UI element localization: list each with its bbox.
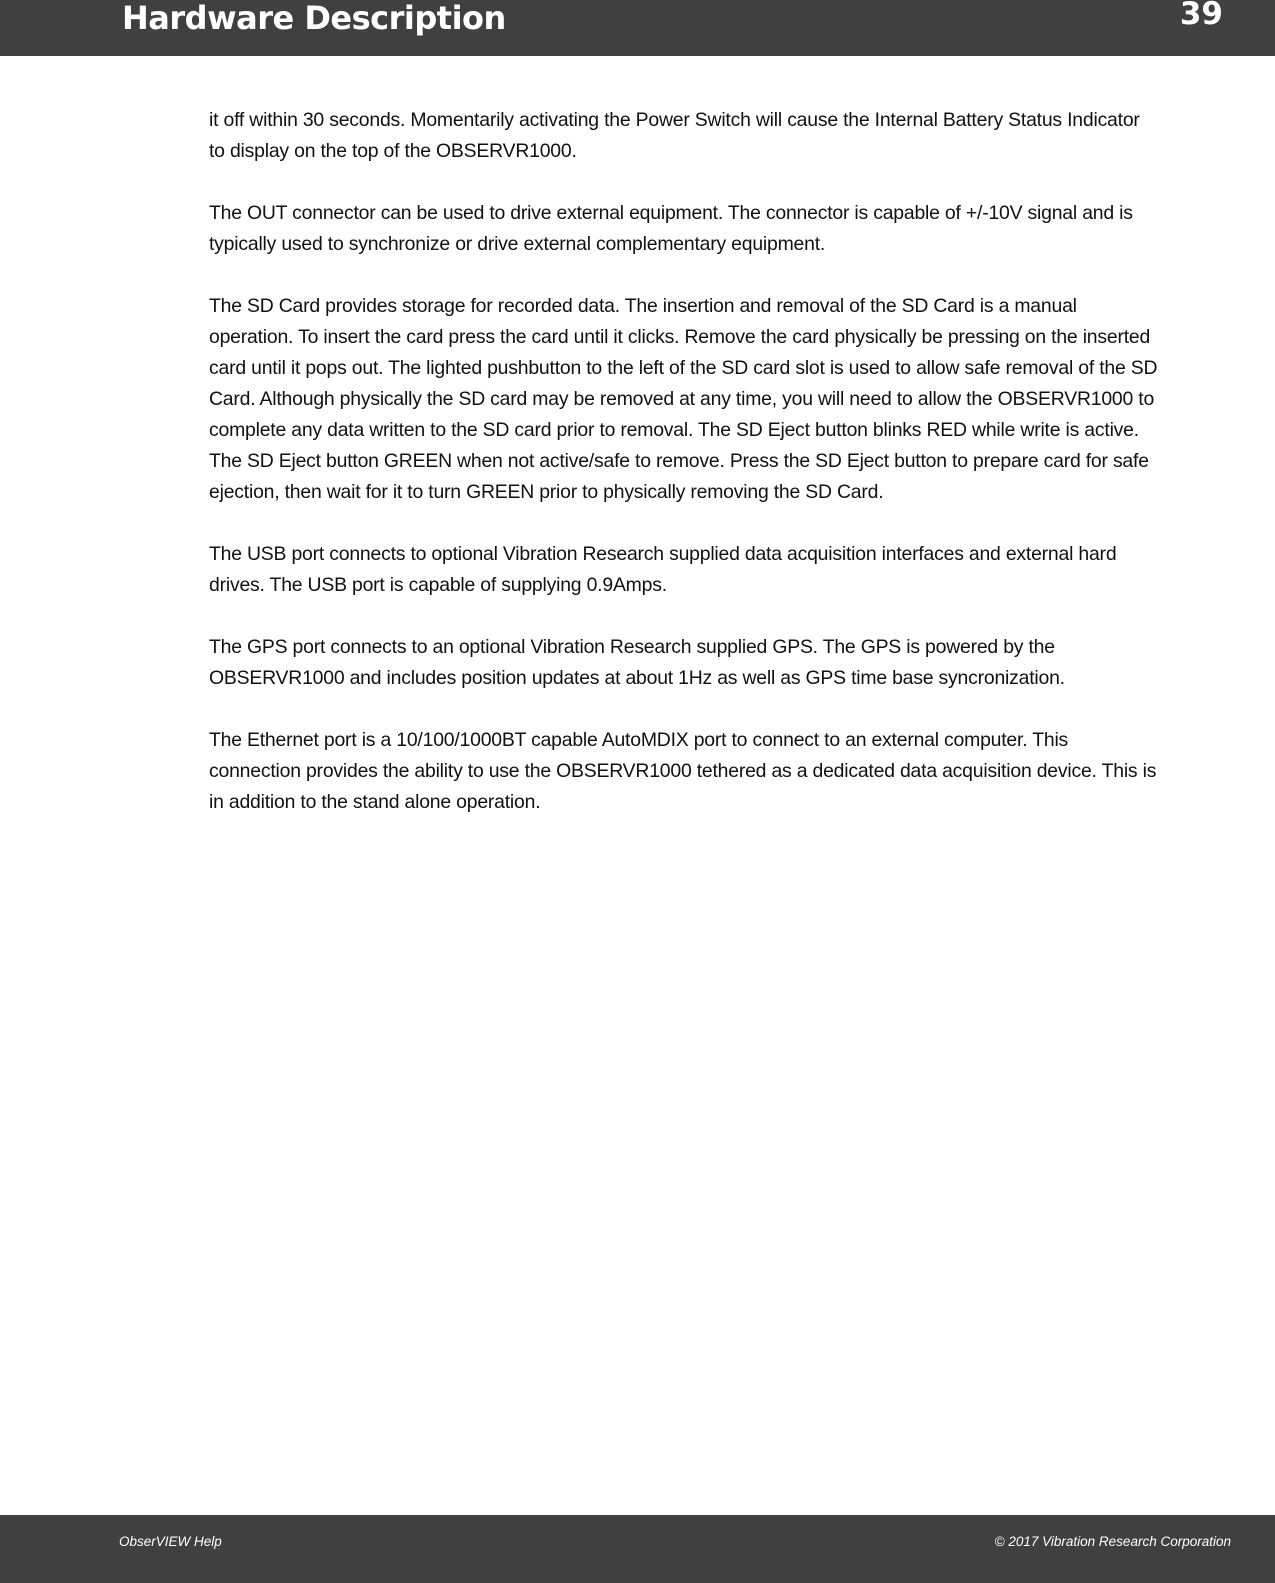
- paragraph-power-switch: it off within 30 seconds. Momentarily activating the Power Switch will cause the Internal Battery Status Indicator to display on the top of the OBSERVR1000.: [209, 109, 1140, 162]
- page-header: [0, 0, 1275, 56]
- page-footer: [0, 1515, 1275, 1583]
- page-body: [209, 105, 1159, 849]
- paragraph-sd-card: The SD Card provides storage for recorded data. The insertion and removal of the SD Card is a manual operation. To insert the card press the card until it clicks. Remove the card physically be pressing on the inserted card until it pops out. The lighted pushbutton to the left of the SD card slot is used to allow safe removal of the SD Card. Although physically the SD card may be removed at any time, you will need to allow the OBSERVR1000 to complete any data written to the SD card prior to removal. The SD Eject button blinks RED while write is active. The SD Eject button GREEN when not active/safe to remove. Press the SD Eject button to prepare card for safe ejection, then wait for it to turn GREEN prior to physically removing the SD Card.: [209, 295, 1158, 503]
- paragraph-ethernet-port: The Ethernet port is a 10/100/1000BT capable AutoMDIX port to connect to an external computer. This connection provides the ability to use the OBSERVR1000 tethered as a dedicated data acquisition device. This is in addition to the stand alone operation.: [209, 729, 1157, 813]
- footer-doc-title: ObserVIEW Help: [119, 1534, 222, 1549]
- page-number: 39: [1179, 0, 1223, 32]
- footer-copyright: © 2017 Vibration Research Corporation: [994, 1534, 1231, 1549]
- section-title: Hardware Description: [122, 0, 506, 37]
- paragraph-out-connector: The OUT connector can be used to drive external equipment. The connector is capable of +/-10V signal and is typically used to synchronize or drive external complementary equipment.: [209, 202, 1133, 255]
- paragraph-gps-port: The GPS port connects to an optional Vibration Research supplied GPS. The GPS is powered by the OBSERVR1000 and includes position updates at about 1Hz as well as GPS time base syncronization.: [209, 636, 1065, 689]
- paragraph-usb-port: The USB port connects to optional Vibration Research supplied data acquisition interfaces and external hard drives. The USB port is capable of supplying 0.9Amps.: [209, 543, 1117, 596]
